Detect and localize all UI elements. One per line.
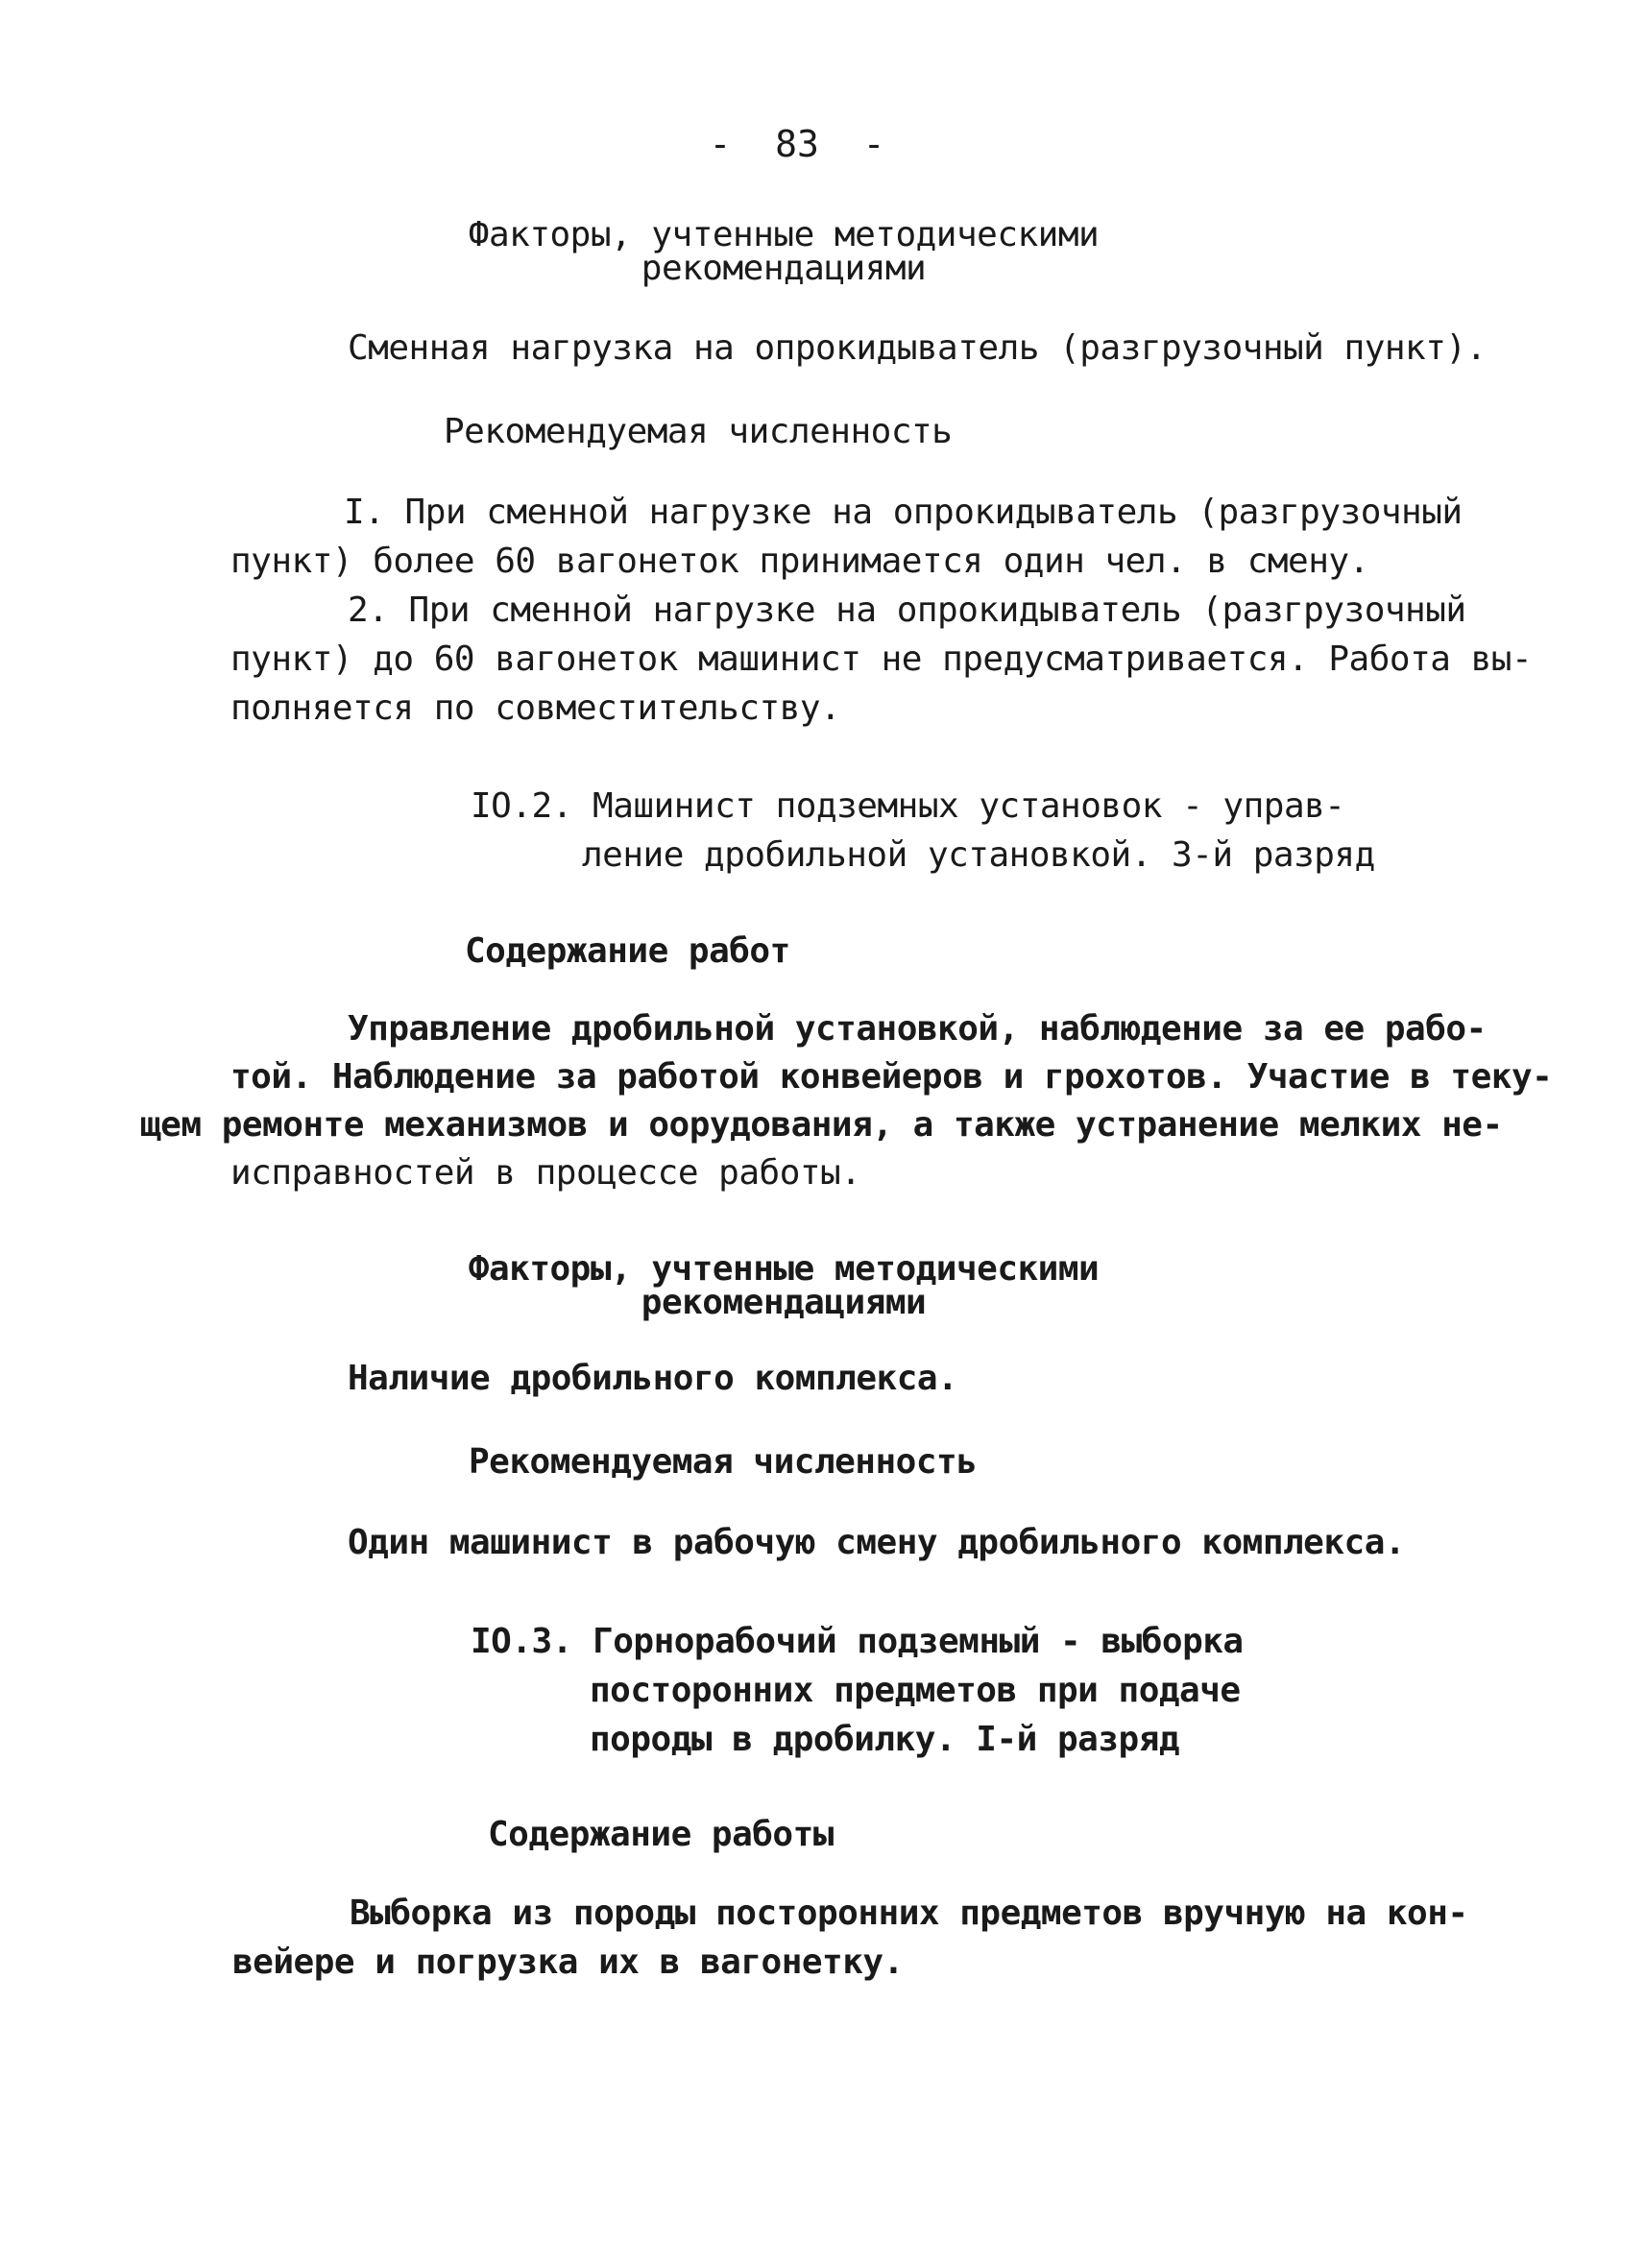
section-10-3-title-line2: посторонних предметов при подаче	[590, 1671, 1241, 1710]
factors-heading-1-line2: рекомендациями	[641, 249, 927, 288]
content-heading-10-2: Содержание работ	[465, 931, 790, 971]
recommended-heading-1: Рекомендуемая численность	[444, 412, 953, 451]
item1-line1: I. При сменной нагрузке на опрокидыватель (разгрузочный	[344, 493, 1463, 532]
content-10-2-line3: щем ремонте механизмов и оорудования, а также устранение мелких не-	[140, 1105, 1503, 1145]
factors-text-2: Наличие дробильного комплекса.	[348, 1359, 958, 1398]
content-10-2-line4: исправностей в процессе работы.	[230, 1153, 861, 1193]
item2-line3: полняется по совместительству.	[230, 688, 841, 728]
factors-heading-2-line1: Факторы, учтенные методическими	[468, 1249, 1100, 1289]
item2-line1: 2. При сменной нагрузке на опрокидыватель (разгрузочный	[348, 591, 1466, 630]
recommended-text-2: Один машинист в рабочую смену дробильного комплекса.	[348, 1523, 1406, 1562]
section-10-3-title-line1: IO.3. Горнорабочий подземный - выборка	[471, 1622, 1244, 1661]
recommended-heading-2: Рекомендуемая численность	[469, 1442, 978, 1482]
content-10-2-line1: Управление дробильной установкой, наблюдение за ее рабо-	[348, 1009, 1487, 1049]
section-10-3-title-line3: породы в дробилку. I-й разряд	[590, 1720, 1180, 1759]
content-10-3-line1: Выборка из породы посторонних предметов вручную на кон-	[350, 1894, 1468, 1933]
factors-text-1: Сменная нагрузка на опрокидыватель (разгрузочный пункт).	[348, 328, 1487, 368]
content-10-2-line2: той. Наблюдение за работой конвейеров и грохотов. Участие в теку-	[230, 1057, 1553, 1097]
section-10-2-title-line2: ление дробильной установкой. 3-й разряд	[582, 835, 1375, 875]
factors-heading-1-line1: Факторы, учтенные методическими	[468, 215, 1100, 254]
section-10-2-title-line1: IO.2. Машинист подземных установок - управ-	[471, 786, 1345, 826]
content-heading-10-3: Содержание работы	[488, 1815, 834, 1854]
factors-heading-2-line2: рекомендациями	[641, 1283, 927, 1322]
page-number: - 83 -	[709, 123, 885, 165]
item1-line2: пункт) более 60 вагонеток принимается один чел. в смену.	[230, 542, 1369, 581]
content-10-3-line2: вейере и погрузка их в вагонетку.	[232, 1942, 904, 1982]
item2-line2: пункт) до 60 вагонеток машинист не предусматривается. Работа вы-	[230, 639, 1533, 679]
